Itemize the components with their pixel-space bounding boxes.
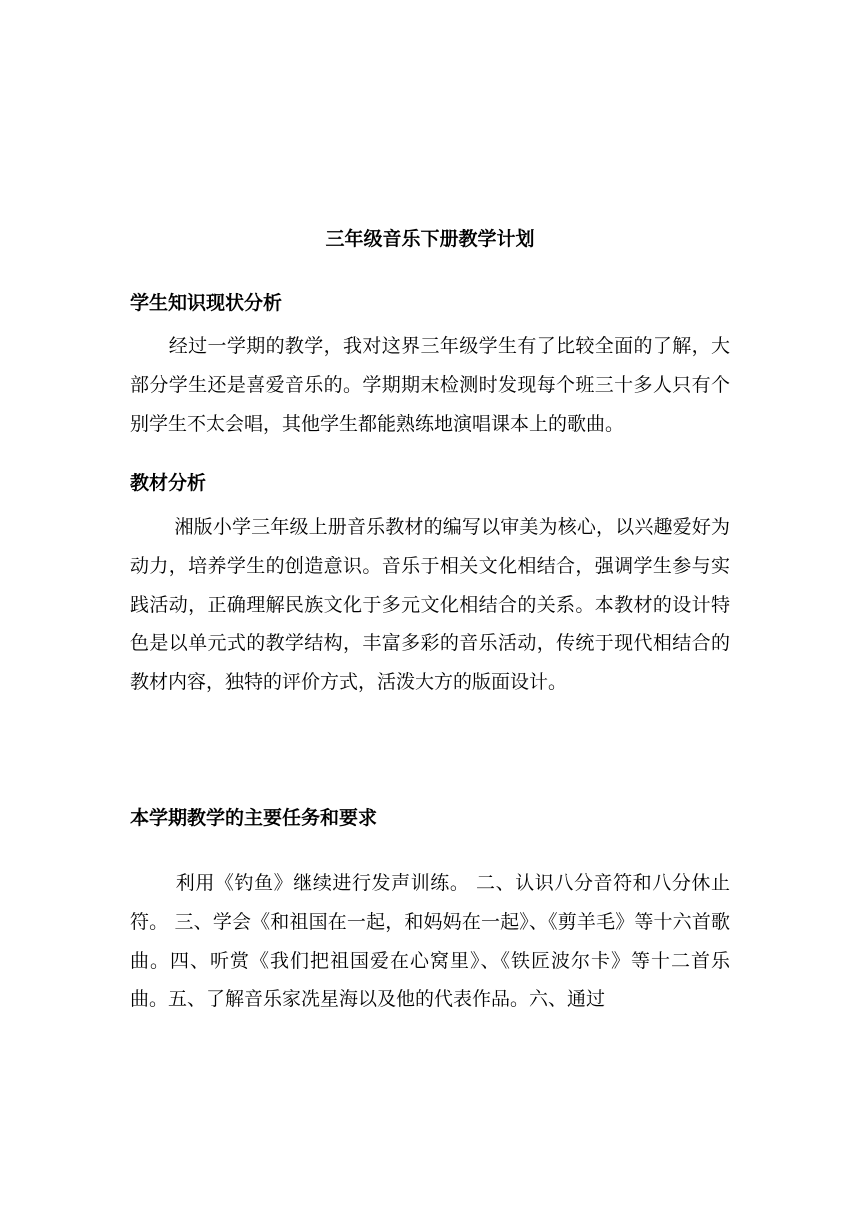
document-title: 三年级音乐下册教学计划 [325,228,535,250]
section-heading-textbook-analysis: 教材分析 [130,472,207,494]
section-heading-student-analysis: 学生知识现状分析 [130,292,283,314]
section-paragraph-student-analysis: 经过一学期的教学，我对这界三年级学生有了比较全面的了解，大部分学生还是喜爱音乐的。学期期末检测时发现每个班三十多人只有个别学生不太会唱，其他学生都能熟练地演唱课本上的歌曲。 [130,335,730,435]
section-paragraph-textbook-analysis: 湘版小学三年级上册音乐教材的编写以审美为核心，以兴趣爱好为动力，培养学生的创造意识。音乐于相关文化相结合，强调学生参与实践活动，正确理解民族文化于多元文化相结合的关系。本教材的设计特色是以单元式的教学结构，丰富多彩的音乐活动，传统于现代相结合的教材内容，独特的评价方式，活泼大方的版面设计。 [130,516,730,694]
section-heading-semester-tasks: 本学期教学的主要任务和要求 [130,807,378,829]
section-paragraph-semester-tasks: 利用《钓鱼》继续进行发声训练。 二、认识八分音符和八分休止符。 三、学会《和祖国在一起，和妈妈在一起》、《剪羊毛》等十六首歌曲。四、听赏《我们把祖国爱在心窝里》、《铁匠波尔卡》等十二首乐曲。五、了解音乐家冼星海以及他的代表作品。六、通过 [130,872,730,1011]
